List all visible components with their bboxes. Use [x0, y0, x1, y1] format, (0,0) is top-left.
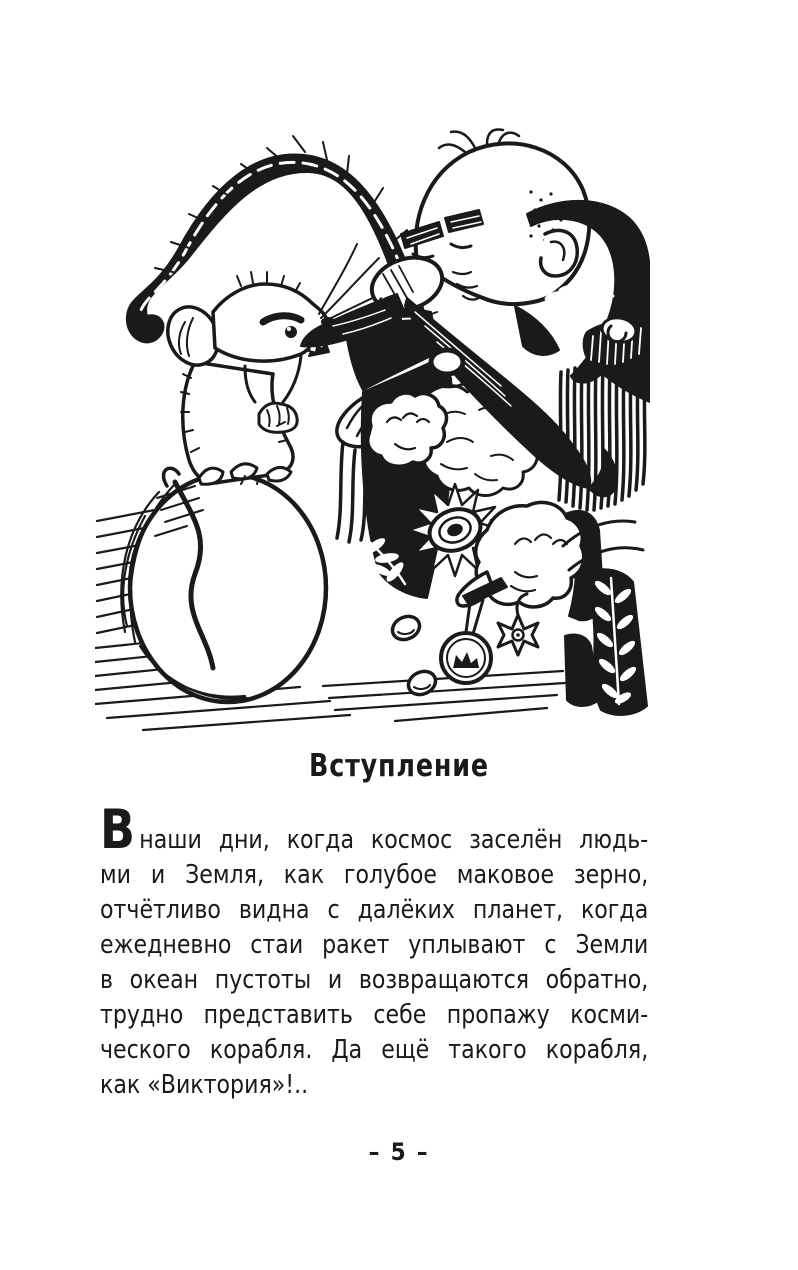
- officer: [301, 130, 650, 715]
- text-line: ческого корабля. Да ещё такого корабля,: [100, 1035, 649, 1065]
- text-line: ежедневно стаи ракет уплывают с Земли: [100, 930, 649, 960]
- text-line: отчётливо видна с далёких планет, когда: [100, 895, 649, 925]
- text-line: ми и Земля, как голубое маковое зерно,: [100, 860, 649, 890]
- text-line-content: наши дни, когда космос заселён людь-: [139, 825, 649, 855]
- text-line: трудно представить себе пропажу косми-: [100, 1000, 649, 1030]
- text-line: как «Виктория»!..: [100, 1070, 309, 1100]
- drop-cap: В: [100, 798, 135, 861]
- text-line: [100, 798, 649, 861]
- section-heading: Вступление: [309, 748, 489, 784]
- jug: [121, 468, 326, 702]
- illustration: [95, 126, 650, 736]
- page-number: – 5 –: [368, 1138, 430, 1166]
- medals: [389, 594, 538, 699]
- text-line: в океан пустоты и возвращаются обратно,: [100, 965, 649, 995]
- body-text: [100, 798, 649, 1103]
